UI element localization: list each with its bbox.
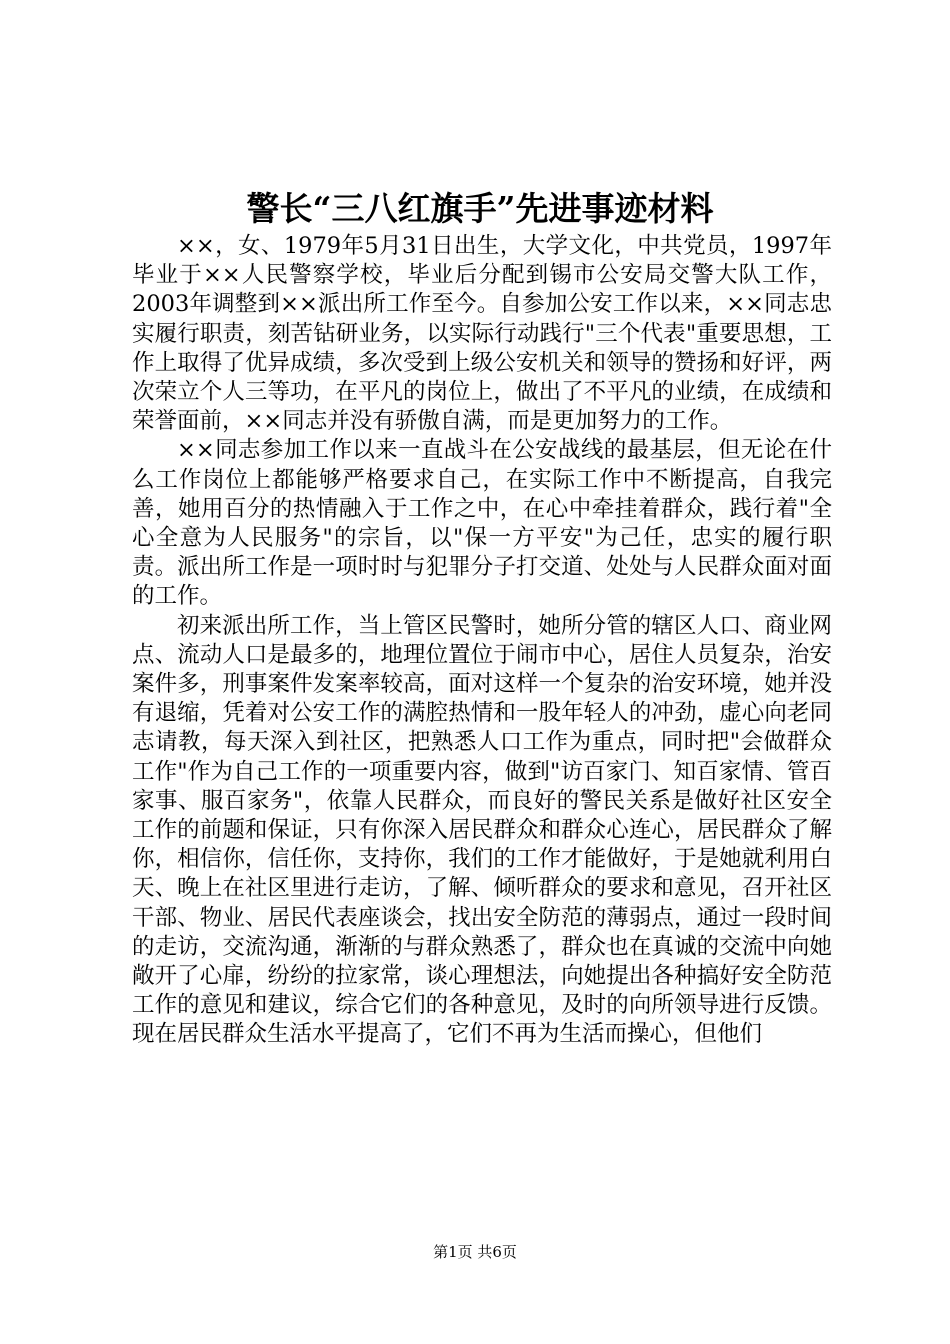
document-body (132, 232, 832, 1050)
paragraph: ××同志参加工作以来一直战斗在公安战线的最基层，但无论在什么工作岗位上都能够严格要求自己，在实际工作中不断提高，自我完善，她用百分的热情融入于工作之中，在心中牵挂着群众，践行着"全心全意为人民服务"的宗旨，以"保一方平安"为己任，忠实的履行职责。派出所工作是一项时时与犯罪分子打交道、处处与人民群众面对面的工作。 (132, 437, 832, 610)
document-title: 警长“三八红旗手”先进事迹材料 (246, 189, 714, 228)
paragraph: 初来派出所工作，当上管区民警时，她所分管的辖区人口、商业网点、流动人口是最多的，地理位置位于闹市中心，居住人员复杂，治安案件多，刑事案件发案率较高，面对这样一个复杂的治安环境，她并没有退缩，凭着对公安工作的满腔热情和一股年轻人的冲劲，虚心向老同志请教，每天深入到社区，把熟悉人口工作为重点，同时把"会做群众工作"作为自己工作的一项重要内容，做到"访百家门、知百家情、管百家事、服百家务"，依靠人民群众，而良好的警民关系是做好社区安全工作的前题和保证，只有你深入居民群众和群众心连心，居民群众了解你，相信你，信任你，支持你，我们的工作才能做好，于是她就利用白天、晚上在社区里进行走访，了解、倾听群众的要求和意见，召开社区干部、物业、居民代表座谈会，找出安全防范的薄弱点，通过一段时间的走访，交流沟通，渐渐的与群众熟悉了，群众也在真诚的交流中向她敞开了心扉，纷纷的拉家常，谈心理想法，向她提出各种搞好安全防范工作的意见和建议，综合它们的各种意见，及时的向所领导进行反馈。现在居民群众生活水平提高了，它们不再为生活而操心，但他们 (132, 612, 832, 1048)
paragraph: ××，女、1979年5月31日出生，大学文化，中共党员，1997年毕业于××人民警察学校，毕业后分配到锡市公安局交警大队工作，2003年调整到××派出所工作至今。自参加公安工作以来，××同志忠实履行职责，刻苦钻研业务，以实际行动践行"三个代表"重要思想，工作上取得了优异成绩，多次受到上级公安机关和领导的赞扬和好评，两次荣立个人三等功，在平凡的岗位上，做出了不平凡的业绩，在成绩和荣誉面前，××同志并没有骄傲自满，而是更加努力的工作。 (132, 233, 832, 435)
page-number-footer: 第1页 共6页 (433, 1243, 517, 1261)
